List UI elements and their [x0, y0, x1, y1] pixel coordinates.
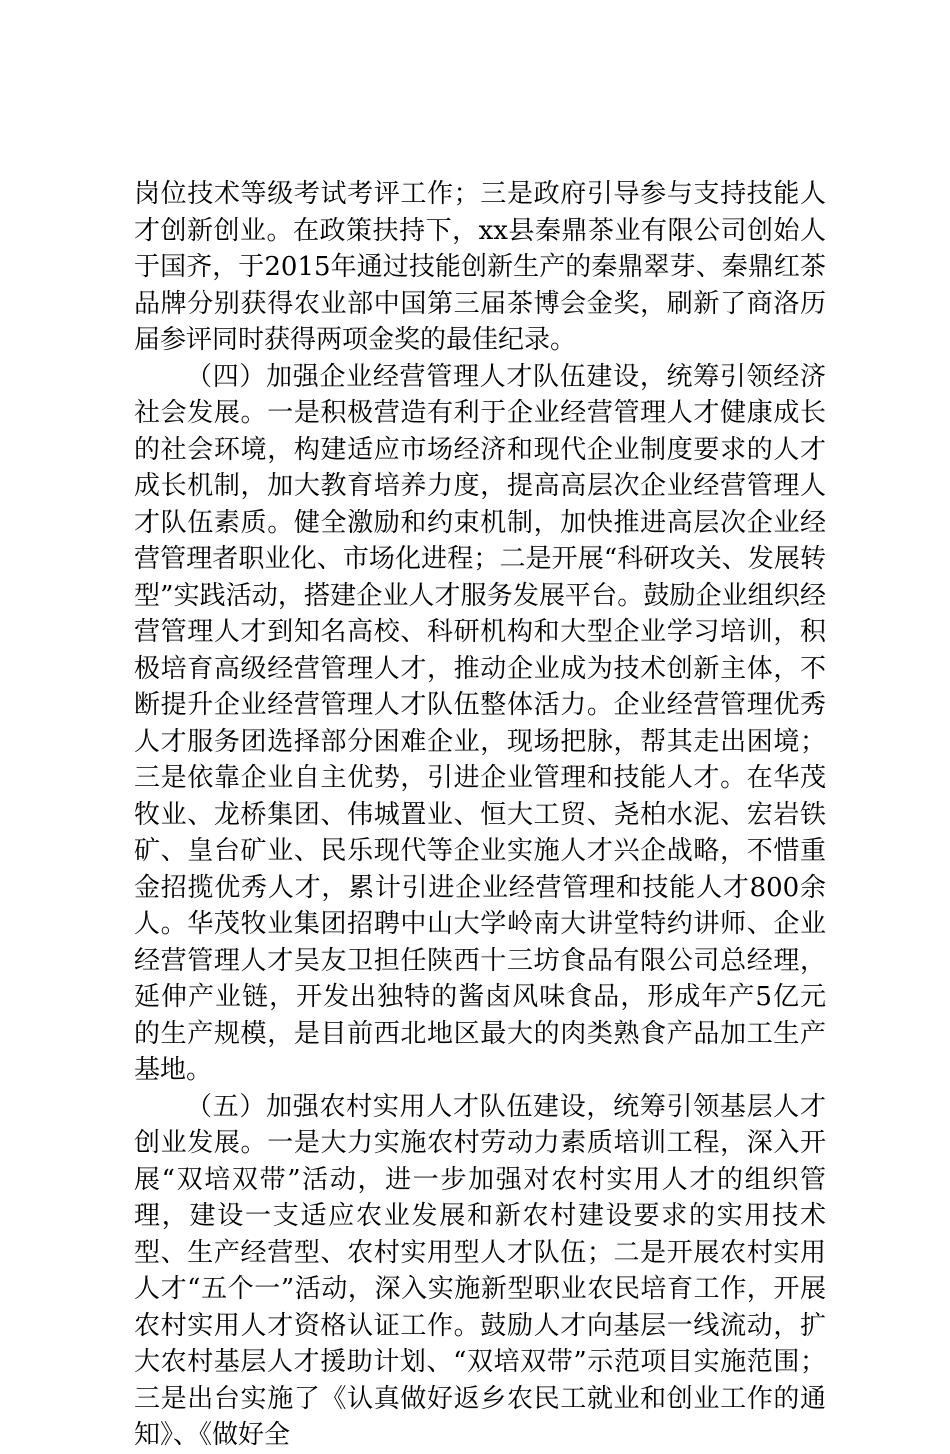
paragraph-continuation: 岗位技术等级考试考评工作；三是政府引导参与支持技能人才创新创业。在政策扶持下，xx县秦鼎茶业有限公司创始人于国齐，于2015年通过技能创新生产的秦鼎翠芽、秦鼎红茶品牌分别获得农业部中国第三届茶博会金奖，刷新了商洛历届参评同时获得两项金奖的最佳纪录。	[134, 179, 826, 355]
paragraph-section-five: （五）加强农村实用人才队伍建设，统筹引领基层人才创业发展。一是大力实施农村劳动力素质培训工程，深入开展“双培双带”活动，进一步加强对农村实用人才的组织管理，建设一支适应农业发展和新农村建设要求的实用技术型、生产经营型、农村实用型人才队伍；二是开展农村实用人才“五个一”活动，深入实施新型职业农民培育工作，开展农村实用人才资格认证工作。鼓励人才向基层一线流动，扩大农村基层人才援助计划、“双培双带”示范项目实施范围；三是出台实施了《认真做好返乡农民工就业和创业工作的通知》、《做好全	[134, 1091, 826, 1450]
document-body	[134, 176, 826, 1454]
paragraph-section-four: （四）加强企业经营管理人才队伍建设，统筹引领经济社会发展。一是积极营造有利于企业经营管理人才健康成长的社会环境，构建适应市场经济和现代企业制度要求的人才成长机制，加大教育培养力度，提高高层次企业经营管理人才队伍素质。健全激励和约束机制，加快推进高层次企业经营管理者职业化、市场化进程；二是开展“科研攻关、发展转型”实践活动，搭建企业人才服务发展平台。鼓励企业组织经营管理人才到知名高校、科研机构和大型企业学习培训，积极培育高级经营管理人才，推动企业成为技术创新主体，不断提升企业经营管理人才队伍整体活力。企业经营管理优秀人才服务团选择部分困难企业，现场把脉，帮其走出困境；三是依靠企业自主优势，引进企业管理和技能人才。在华茂牧业、龙桥集团、伟城置业、恒大工贸、尧柏水泥、宏岩铁矿、皇台矿业、民乐现代等企业实施人才兴企战略，不惜重金招揽优秀人才，累计引进企业经营管理和技能人才800余人。华茂牧业集团招聘中山大学岭南大讲堂特约讲师、企业经营管理人才吴友卫担任陕西十三坊食品有限公司总经理，延伸产业链，开发出独特的酱卤风味食品，形成年产5亿元的生产规模，是目前西北地区最大的肉类熟食产品加工生产基地。	[134, 361, 826, 1085]
